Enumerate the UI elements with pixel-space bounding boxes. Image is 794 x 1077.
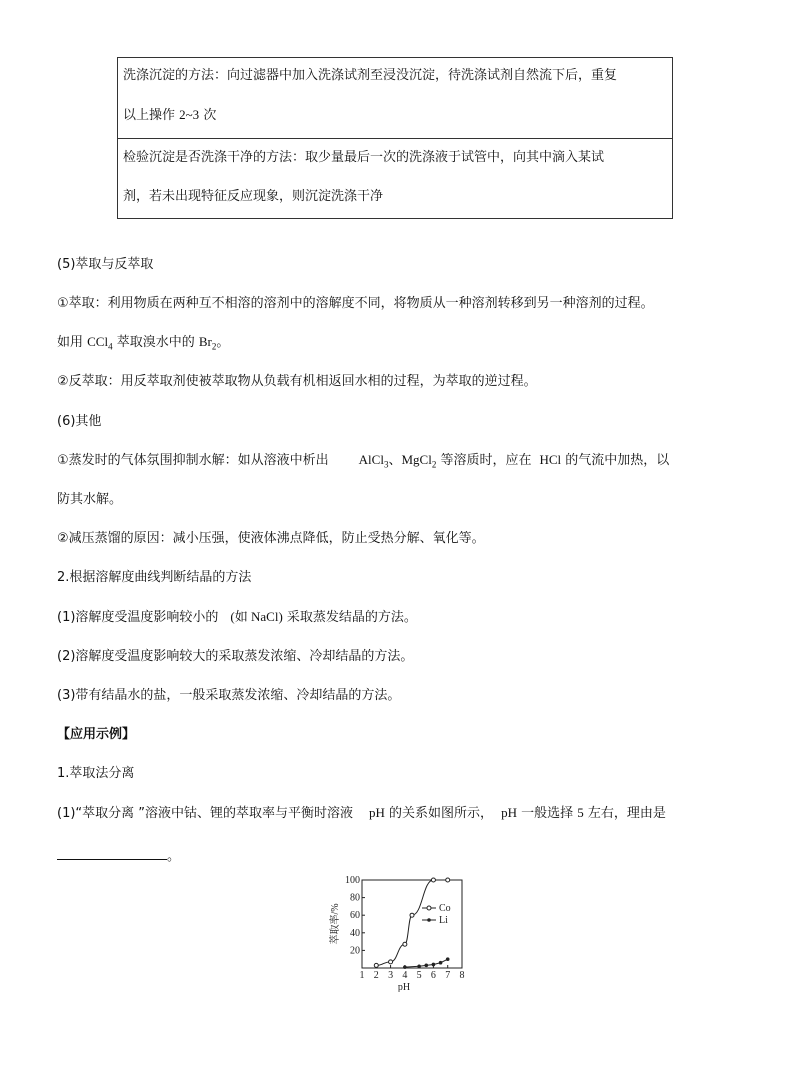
answer-blank[interactable] — [57, 847, 167, 860]
x-tick-label: 4 — [402, 970, 408, 981]
co-series-line — [376, 880, 447, 965]
co-data-point — [389, 960, 393, 964]
y-tick-label: 20 — [350, 945, 360, 957]
co-data-point — [410, 913, 414, 917]
y-axis-label: 萃取率/% — [330, 903, 341, 945]
li-data-point — [446, 957, 450, 961]
co-data-point — [446, 878, 450, 882]
x-tick-label: 1 — [359, 970, 365, 981]
table-cell-text: 以上操作 2~3 次 — [123, 107, 217, 123]
co-data-point — [374, 963, 378, 967]
y-tick-label: 100 — [345, 875, 360, 886]
legend-li-marker — [427, 918, 431, 922]
table-cell-text: 洗涤沉淀的方法：向过滤器中加入洗涤试剂至浸没沉淀，待洗涤试剂自然流下后，重复 — [123, 68, 618, 83]
y-tick-label: 80 — [350, 892, 360, 904]
section-heading: 1.萃取法分离 — [57, 766, 135, 781]
li-data-point — [424, 964, 428, 968]
paragraph: ①蒸发时的气体氛围抑制水解：如从溶液中析出 AlCl$_3$、MgCl$_2$ 等溶质时，应在 HCl 的气流中加热，以 — [57, 452, 670, 470]
li-data-point — [439, 961, 443, 965]
paragraph: 防其水解。 — [57, 492, 123, 507]
li-data-point — [417, 964, 421, 968]
table-cell-text: 剂，若未出现特征反应现象，则沉淀洗涤干净 — [123, 189, 384, 204]
legend-co-label: Co — [439, 903, 451, 914]
paragraph: (1)溶解度受温度影响较小的 (如 NaCl) 采取蒸发结晶的方法。 — [57, 609, 417, 625]
washing-method-table — [117, 57, 673, 219]
x-tick-label: 8 — [459, 970, 465, 981]
table-row — [118, 58, 672, 139]
paragraph: (3)带有结晶水的盐，一般采取蒸发浓缩、冷却结晶的方法。 — [57, 688, 401, 703]
answer-line: 。 — [57, 845, 180, 864]
x-tick-label: 5 — [416, 970, 422, 981]
extraction-rate-chart — [326, 872, 476, 992]
section-heading: 2.根据溶解度曲线判断结晶的方法 — [57, 570, 252, 585]
x-tick-label: 3 — [388, 970, 394, 981]
section-heading: 【应用示例】 — [57, 727, 136, 742]
section-heading: (5)萃取与反萃取 — [57, 257, 154, 272]
x-tick-label: 2 — [373, 970, 379, 981]
section-heading: (6)其他 — [57, 414, 102, 429]
x-tick-label: 7 — [445, 970, 451, 981]
x-axis-label: pH — [397, 982, 411, 992]
paragraph: ①萃取：利用物质在两种互不相溶的溶剂中的溶解度不同，将物质从一种溶剂转移到另一种溶剂的过程。 — [57, 296, 654, 311]
co-data-point — [403, 942, 407, 946]
paragraph: 如用 CCl$_4$ 萃取溴水中的 $Br_2$。 — [57, 334, 230, 352]
paragraph: (2)溶解度受温度影响较大的采取蒸发浓缩、冷却结晶的方法。 — [57, 649, 414, 664]
li-data-point — [432, 963, 436, 967]
y-tick-label: 60 — [350, 910, 360, 922]
li-data-point — [403, 965, 407, 969]
x-tick-label: 6 — [430, 970, 436, 981]
legend-co-marker — [427, 906, 431, 910]
question: (1)“萃取分离 ”溶液中钴、锂的萃取率与平衡时溶液 pH 的关系如图所示， pH 一般选择 5 左右，理由是 — [57, 805, 666, 821]
paragraph: ②反萃取：用反萃取剂使被萃取物从负载有机相返回水相的过程，为萃取的逆过程。 — [57, 374, 537, 389]
legend-li-label: Li — [439, 915, 448, 926]
table-cell-text: 检验沉淀是否洗涤干净的方法：取少量最后一次的洗涤液于试管中，向其中滴入某试 — [123, 150, 605, 165]
paragraph: ②减压蒸馏的原因：减小压强，使液体沸点降低，防止受热分解、氧化等。 — [57, 531, 485, 546]
y-tick-label: 40 — [350, 927, 360, 939]
co-data-point — [431, 878, 435, 882]
